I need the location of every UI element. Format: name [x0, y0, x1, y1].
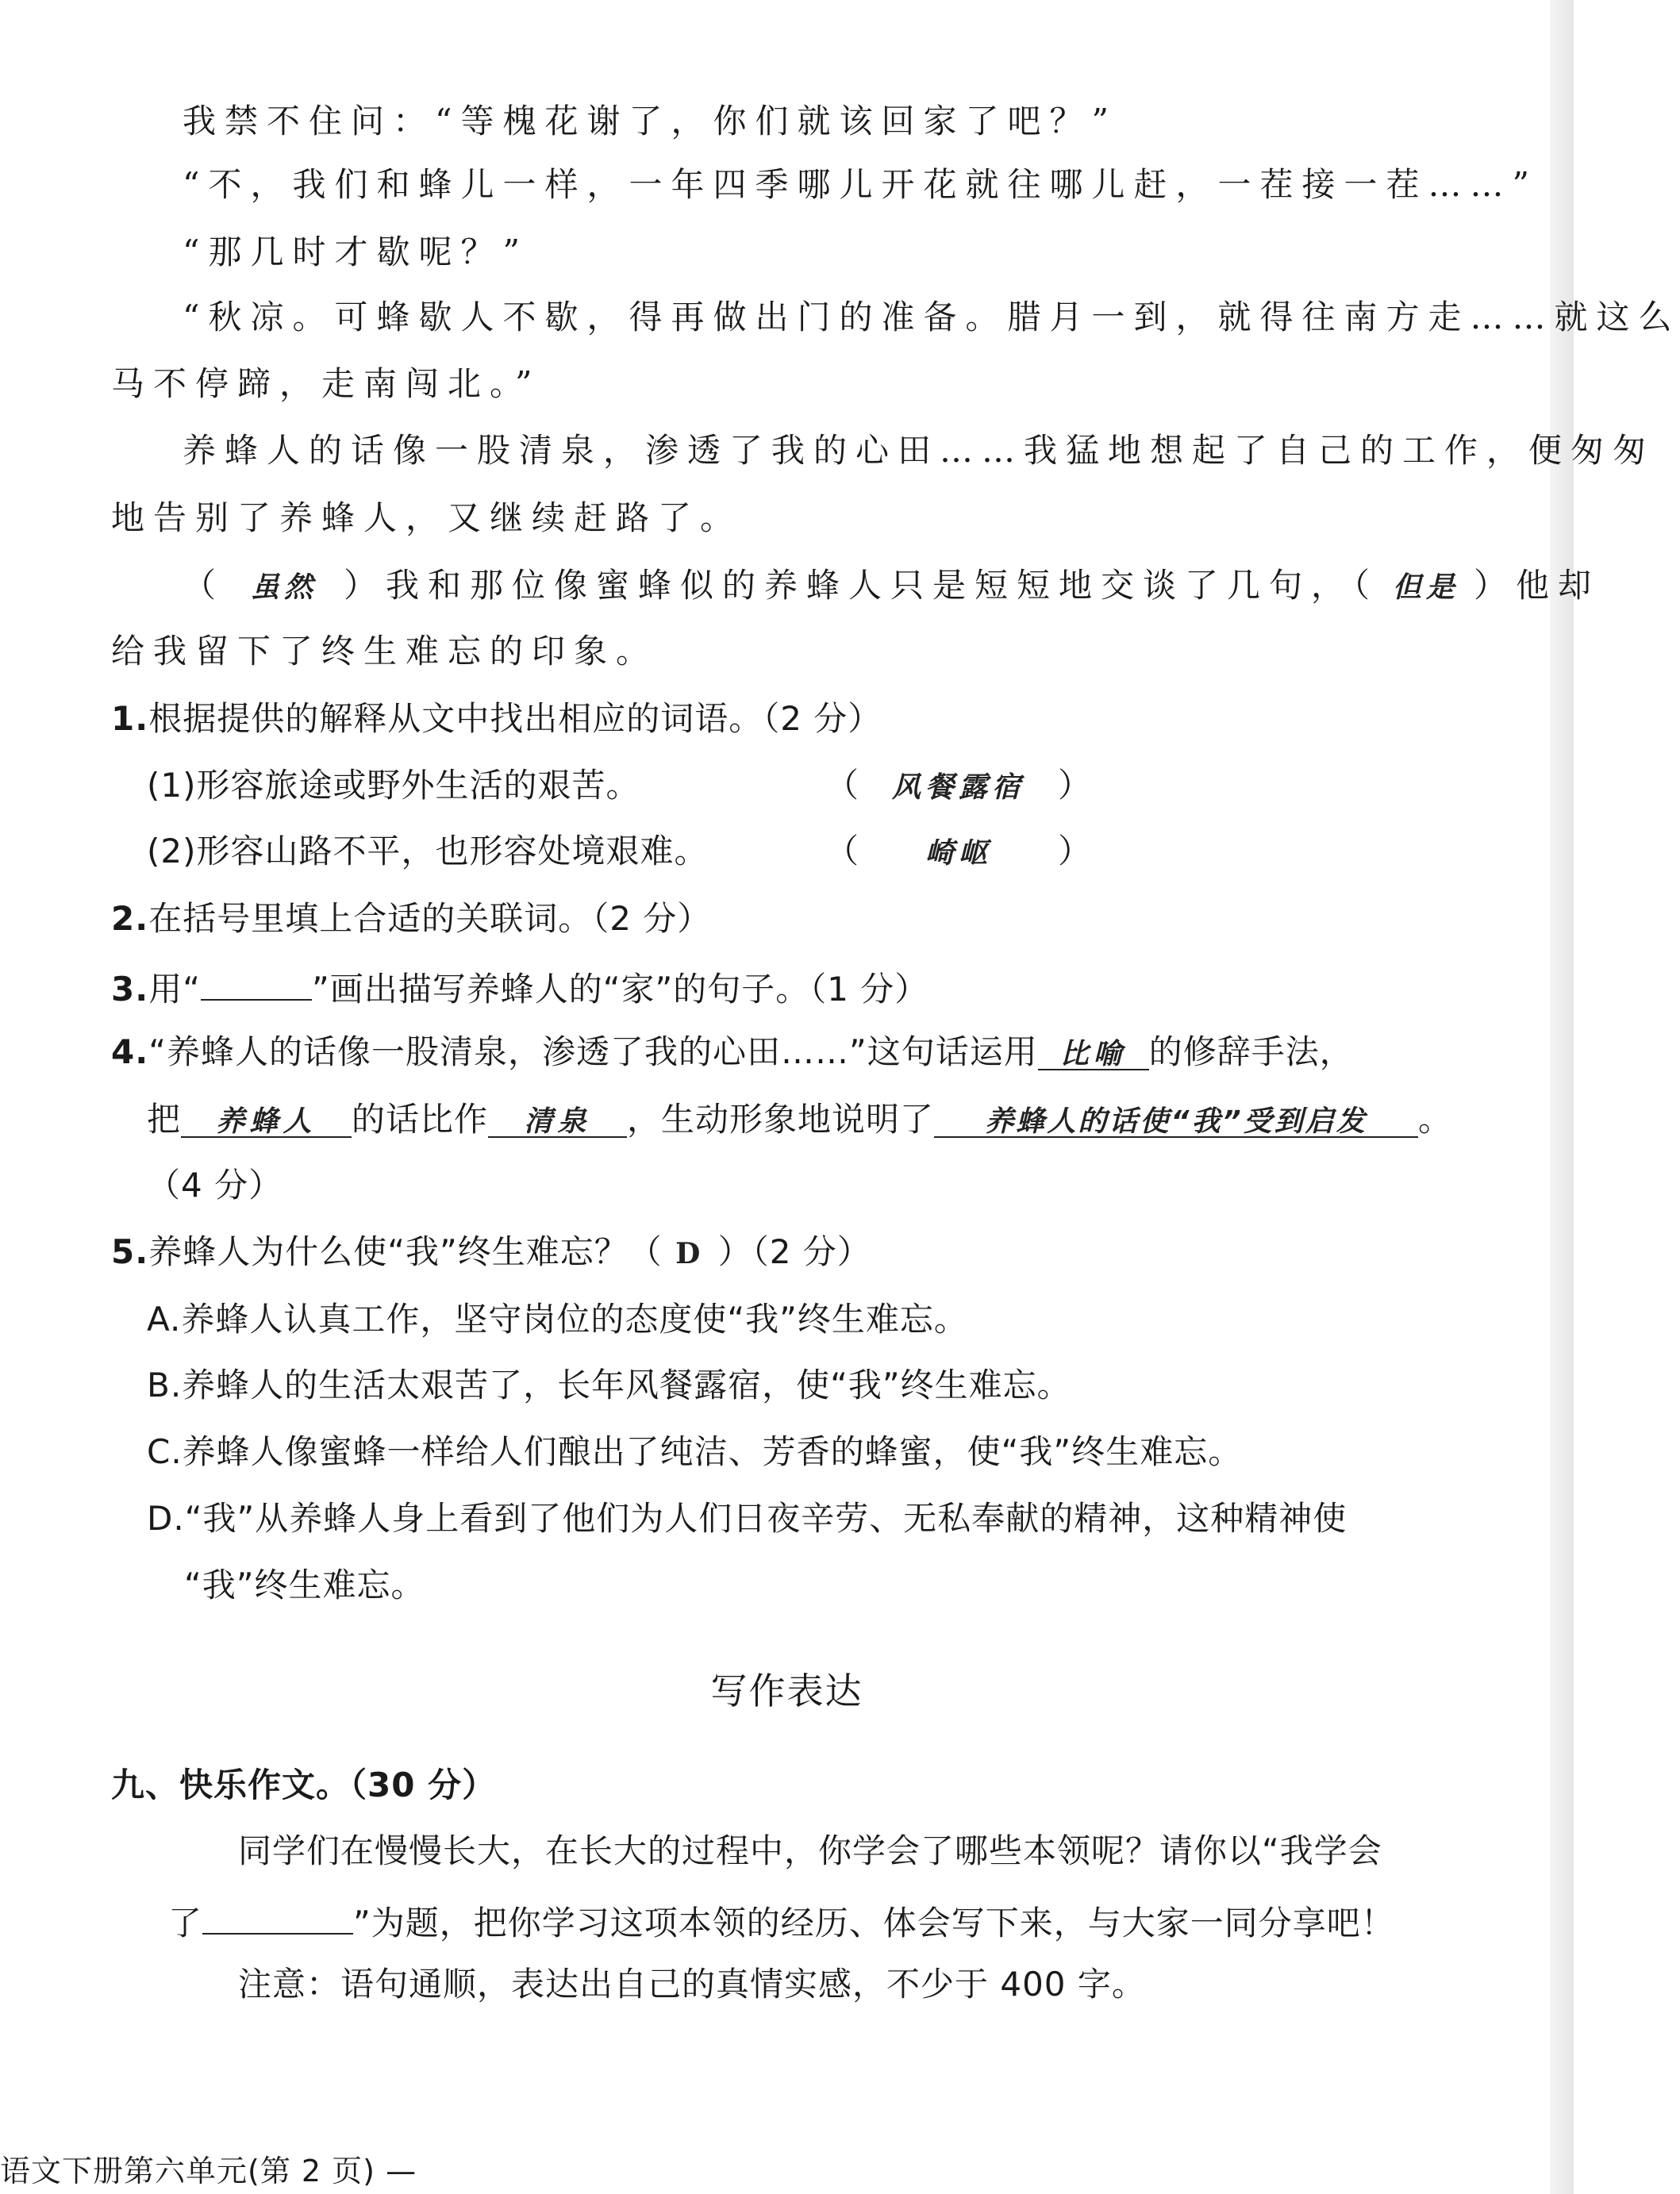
passage-line-6b: 给我留下了终生难忘的印象。: [111, 632, 659, 670]
question-1: [111, 697, 882, 741]
question-number: 3.: [111, 970, 149, 1009]
paren-open: （: [183, 566, 225, 605]
underline-blank: [201, 963, 312, 1001]
question-text: 根据提供的解释从文中找出相应的词语。（2 分）: [148, 699, 882, 738]
option-b: B.养蜂人的生活太艰苦了，长年风餐露宿，使“我”终生难忘。: [147, 1366, 1071, 1404]
option-d-line-2: “我”终生难忘。: [184, 1566, 425, 1604]
question-2: [111, 897, 711, 941]
question-text-part: 的修辞手法，: [1148, 1032, 1354, 1071]
paren-open: （: [825, 832, 860, 870]
question-4-line-1: [111, 1030, 1354, 1074]
item-text: (1)形容旅途或野外生活的艰苦。: [147, 766, 640, 805]
section-heading: 写作表达: [710, 1670, 863, 1712]
handwritten-answer: 风餐露宿: [892, 771, 1026, 804]
passage-line-5a: 养蜂人的话像一股清泉，渗透了我的心田……我猛地想起了自己的工作，便匆匆: [183, 431, 1655, 470]
question-number: 1.: [111, 699, 149, 738]
writing-text-part: 了: [168, 1904, 203, 1942]
writing-note: 注意：语句通顺，表达出自己的真情实感，不少于 400 字。: [238, 1965, 1146, 2004]
option-a: A.养蜂人认真工作，坚守岗位的态度使“我”终生难忘。: [147, 1300, 968, 1339]
question-text-part: ，生动形象地说明了: [627, 1100, 935, 1139]
question-text-part: 。: [1418, 1100, 1453, 1139]
passage-line-2: “不，我们和蜂儿一样，一年四季哪儿开花就往哪儿赶，一茬接一茬……”: [183, 165, 1538, 204]
question-text-part: ”画出描写养蜂人的“家”的句子。（1 分）: [311, 970, 929, 1009]
handwritten-answer-metaphor: 清泉: [488, 1100, 627, 1138]
writing-title: 九、快乐作文。（30 分）: [111, 1766, 497, 1804]
writing-body-line-2: [168, 1896, 1395, 1946]
question-number: 4.: [111, 1032, 149, 1071]
handwritten-answer-subject: 养蜂人: [181, 1100, 352, 1138]
passage-line-6a: [183, 563, 1600, 610]
passage-line-6-middle: ）我和那位像蜜蜂似的养蜂人只是短短地交谈了几句，（: [344, 566, 1379, 605]
handwritten-answer-conjunction-1: 虽然: [251, 571, 318, 604]
passage-line-5b: 地告别了养蜂人，又继续赶路了。: [111, 498, 743, 537]
handwritten-answer-meaning: 养蜂人的话使“我”受到启发: [934, 1100, 1418, 1138]
question-4-score: （4 分）: [147, 1166, 283, 1205]
writing-body-line-1: 同学们在慢慢长大，在长大的过程中，你学会了哪些本领呢？请你以“我学会: [238, 1831, 1382, 1870]
paren-close: ）: [1058, 766, 1093, 805]
question-text-part: “养蜂人的话像一股清泉，渗透了我的心田……”这句话运用: [148, 1032, 1038, 1071]
question-4-line-2: [147, 1097, 1452, 1142]
item-text: (2)形容山路不平，也形容处境艰难。: [147, 832, 709, 870]
question-text: 在括号里填上合适的关联词。（2 分）: [148, 899, 712, 938]
question-1-item-1: [147, 763, 640, 808]
paren-open: （: [825, 766, 860, 805]
question-text-part: 用“: [148, 970, 201, 1009]
question-number: 5.: [111, 1232, 149, 1271]
handwritten-answer-rhetoric: 比喻: [1038, 1032, 1149, 1070]
question-3: [111, 963, 928, 1012]
passage-line-3: “那几时才歇呢？”: [183, 232, 529, 271]
question-1-item-2: [147, 829, 709, 874]
handwritten-answer: 崎岖: [925, 837, 993, 870]
question-text-part: 把: [147, 1100, 182, 1139]
option-c: C.养蜂人像蜜蜂一样给人们酿出了纯洁、芳香的蜂蜜，使“我”终生难忘。: [147, 1432, 1243, 1471]
passage-line-1: 我禁不住问：“等槐花谢了，你们就该回家了吧？”: [183, 102, 1117, 140]
passage-line-4a: “秋凉。可蜂歇人不歇，得再做出门的准备。腊月一到，就得往南方走……就这么: [183, 298, 1680, 336]
question-1-item-2-answer: [825, 829, 1092, 876]
question-text-part: 养蜂人为什么使“我”终生难忘？（: [148, 1232, 663, 1271]
handwritten-answer-conjunction-2: 但是: [1393, 571, 1460, 604]
question-5: [111, 1230, 871, 1276]
page-footer: 语文下册第六单元(第 2 页) —: [0, 2154, 417, 2188]
passage-line-6-end: ）他却: [1474, 566, 1601, 605]
title-underline-blank: [202, 1896, 353, 1935]
question-number: 2.: [111, 899, 149, 938]
question-text-part: 的话比作: [352, 1100, 489, 1139]
passage-line-4b: 马不停蹄，走南闯北。”: [111, 364, 541, 403]
handwritten-answer-choice: D: [675, 1237, 705, 1270]
question-text-part: ）（2 分）: [717, 1232, 871, 1271]
option-d-line-1: D.“我”从养蜂人身上看到了他们为人们日夜辛劳、无私奉献的精神，这种精神使: [147, 1499, 1347, 1538]
writing-text-part: ”为题，把你学习这项本领的经历、体会写下来，与大家一同分享吧！: [353, 1904, 1395, 1942]
question-1-item-1-answer: [825, 763, 1092, 810]
paren-close: ）: [1058, 832, 1093, 870]
